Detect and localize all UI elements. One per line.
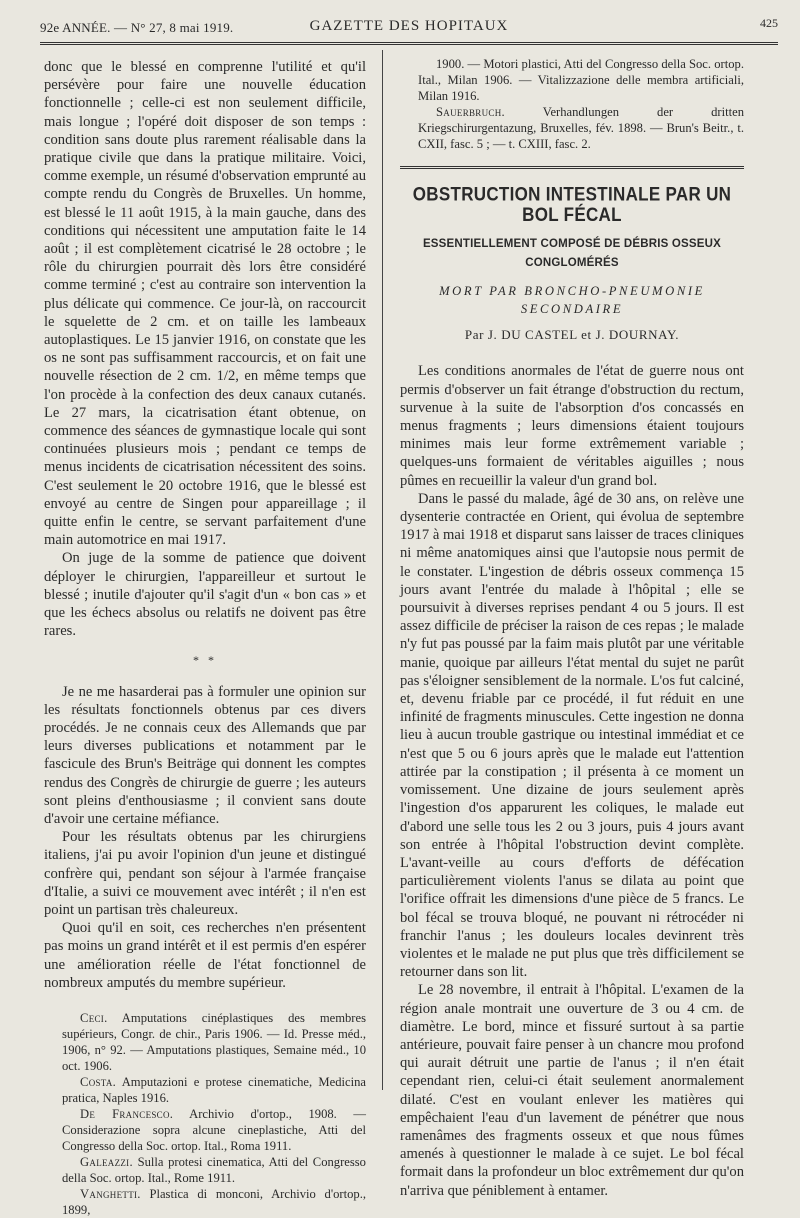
- reference-text: Amputazioni e protese cinematiche, Medicina pratica, Naples 1916.: [62, 1074, 366, 1105]
- article-subtitle: ESSENTIELLEMENT COMPOSÉ DE DÉBRIS OSSEUX CONGLOMÉRÉS: [422, 238, 722, 269]
- paragraph: Le 28 novembre, il entrait à l'hôpital. L'examen de la région anale montrait une ouverture de 3 ou 4 cm. de diamètre. Le bord, mince et fissuré surtout à sa partie antérieure, pouvait faire penser à un chancre mou profond qui aurait détruit une partie de l'anus ; il n'en était cependant rien, celui-ci était seulement anormalement dilaté. C'est en voulant enlever les matières qui empêchaient l'eau d'un lavement de pénétrer que nous ramenâmes des fragments osseux et que nous fûmes amenés à questionner le malade à ce sujet. Le bol fécal formait dans la profondeur un bloc extrêmement dur qu'on n'arriva que péniblement à entamer.: [400, 982, 744, 1199]
- reference-author: De Francesco.: [80, 1106, 174, 1121]
- reference-author: Costa.: [80, 1074, 117, 1089]
- paragraph: Les conditions anormales de l'état de guerre nous ont permis d'observer un fait étrange d'obstruction du rectum, survenue à la suite de l'absorption d'os concassés en menus fragments ; leurs dimensions étaient toujours minimes mais leur forme extrêmement variable ; quelques-uns formaient de véritables aiguilles ; nous pûmes en recueillir la valeur d'un grand bol.: [400, 363, 744, 489]
- paragraph: On juge de la somme de patience que doivent déployer le chirurgien, l'appareilleur et surtout le blessé ; inutile d'ajouter qu'il s'agit d'un « bon cas » et que les échecs absolus ou relatifs ne doivent pas être rares.: [44, 550, 366, 640]
- article-separator-rule: [400, 166, 744, 169]
- references-continued: [400, 56, 744, 152]
- left-column: [44, 58, 366, 1218]
- paragraph: donc que le blessé en comprenne l'utilité et qu'il persévère pour faire une nouvelle éducation fonctionnelle ; celle-ci est non seulement difficile, mais longue ; l'opéré doit disposer de son temps : condition sans doute plus rarement réalisable dans la pratique civile que dans la pratique militaire. Voici, comme exemple, un résumé d'observation emprunté au compte rendu du Congrès de Bruxelles. Un homme, est blessé le 11 août 1915, à la main gauche, dans des conditions qui nécessitent une amputation faite le 14 août ; il est complètement cicatrisé le 28 octobre ; le rôle du chirurgien pourrait dès lors être considéré comme terminé ; c'est au contraire son intervention la plus délicate qui commence. Ce jour-là, on raccourcit le squelette de 2 cm. et on taille les lambeaux autoplastiques. Le 15 janvier 1916, on constate que les os ne sont pas suffisamment raccourcis, et on fait une nouvelle résection de 2 cm. 1/2, en même temps que l'on procède à la confection des deux canaux cutanés. Le 27 mars, la cicatrisation étant obtenue, on commence des séances de gymnastique locale qui sont continuées plusieurs mois ; pendant ce temps de menus incidents de cicatrisation nécessitent des soins. C'est seulement le 20 octobre 1916, que le blessé est envoyé au centre de Singen pour appareillage ; il quitte enfin le centre, se servant parfaitement d'une main automotrice en mai 1917.: [44, 59, 366, 549]
- reference-author: Ceci.: [80, 1010, 108, 1025]
- reference-text: Verhandlungen der dritten Kriegschirurgentazung, Bruxelles, fév. 1898. — Brun's Beitr., t. CXII, fasc. 5 ; — t. CXIII, fasc. 2.: [418, 105, 744, 151]
- reference-item: [400, 56, 744, 104]
- reference-text: Sulla protesi cinematica, Atti del Congresso della Soc. ortop. Ital., Rome 1911.: [62, 1154, 366, 1185]
- article-title: OBSTRUCTION INTESTINALE PAR UN BOL FÉCAL: [412, 183, 732, 226]
- section-separator: * *: [193, 652, 217, 667]
- journal-title: GAZETTE DES HOPITAUX: [309, 18, 509, 34]
- issue-info: 92e ANNÉE. — N° 27, 8 mai 1919.: [40, 20, 234, 35]
- article-subtitle-secondary: MORT PAR BRONCHO-PNEUMONIE SECONDAIRE: [439, 283, 705, 317]
- paragraph: Quoi qu'il en soit, ces recherches n'en présentent pas moins un grand intérêt et il est permis d'en espérer une amélioration réelle de l'état fonctionnel de nombreux amputés du membre supérieur.: [44, 920, 366, 991]
- header-rule: [40, 42, 778, 45]
- reference-item: [44, 1010, 366, 1074]
- reference-author: Vanghetti.: [80, 1186, 141, 1201]
- page-number: 425: [760, 16, 778, 30]
- paragraph: Je ne me hasarderai pas à formuler une opinion sur les résultats fonctionnels obtenus par ces divers procédés. Je ne connais ceux des Allemands que par leurs diverses publications et notamment par le fascicule des Brun's Beiträge qui donnent les comptes rendus des Congrès de chirurgie de guerre ; les auteurs sont pleins d'enthousiasme ; il convient sans doute d'avoir une certaine méfiance.: [44, 683, 366, 827]
- reference-author: Galeazzi.: [80, 1154, 133, 1169]
- right-column: [400, 56, 744, 1200]
- reference-text: Archivio d'ortop., 1908. — Considerazione sopra alcune cineplastiche, Atti del Congresso della Soc. ortop. Ital., Roma 1911.: [62, 1106, 366, 1153]
- references-list: [44, 1010, 366, 1218]
- reference-item: [44, 1074, 366, 1106]
- column-divider: [382, 50, 383, 1090]
- reference-item: [44, 1154, 366, 1186]
- reference-author: Sauerbruch.: [436, 105, 505, 119]
- paragraph: Pour les résultats obtenus par les chirurgiens italiens, j'ai pu avoir l'opinion d'un jeune et distingué confrère qui, pendant son séjour à l'armée française d'Italie, a suivi ce mouvement avec intérêt ; il n'en est point un partisan très chaleureux.: [44, 829, 366, 918]
- reference-item: [44, 1106, 366, 1154]
- reference-text: 1900. — Motori plastici, Atti del Congresso della Soc. ortop. Ital., Milan 1906. — Vitalizzazione delle membra artificiali, Milan 1916.: [418, 57, 744, 103]
- reference-item: [44, 1186, 366, 1218]
- reference-text: Plastica di monconi, Archivio d'ortop., 1899,: [62, 1186, 366, 1217]
- reference-text: Amputations cinéplastiques des membres supérieurs, Congr. de chir., Paris 1906. — Id. Presse méd., 1906, n° 92. — Amputations plastiques, Semaine méd., 10 oct. 1906.: [62, 1010, 366, 1073]
- reference-item: [400, 104, 744, 152]
- paragraph: Dans le passé du malade, âgé de 30 ans, on relève une dysenterie contractée en Orient, qui évolua de septembre 1917 à mai 1918 et disparut sans laisser de traces cliniques ni même anatomiques ainsi que l'autopsie nous permit de le constater. L'ingestion de débris osseux commença 15 jours avant l'entrée du malade à l'hôpital ; elle se poursuivit à diverses reprises pendant 4 ou 5 jours. Il est assez difficile de préciser la raison de ces repas ; le malade n'y fut pas poussé par la faim mais plutôt par une véritable manie, quoique par ailleurs l'état mental du sujet ne parût pas s'éloigner sensiblement de la normale. L'os fut calciné, et, devenu friable par ce procédé, il fut réduit en une infinité de fragments minuscules. Cette ingestion ne donna lieu à aucun trouble gastrique ou intestinal immédiat et ce n'est que 5 ou 6 jours après que le malade eut l'attention attirée par la constipation ; il présenta à ce moment un vomissement. Une dizaine de jours seulement après l'ingestion d'os apparurent les coliques, le malade eut d'abord une selle tous les 2 ou 3 jours, puis 4 jours avant son entrée à l'hôpital l'obstruction devint complète. L'avant-veille au cours d'efforts de défécation particulièrement violents l'anus se dilata au point que l'orifice offrait les dimensions d'une pièce de 5 francs. Le bol fécal se trouva bloqué, ne pouvant ni rétrocéder ni franchir l'anus ; les douleurs locales devinrent très violentes et le malade ne put plus que très difficilement se retourner dans son lit.: [400, 490, 744, 981]
- article-authors: Par J. DU CASTEL et J. DOURNAY.: [464, 327, 680, 343]
